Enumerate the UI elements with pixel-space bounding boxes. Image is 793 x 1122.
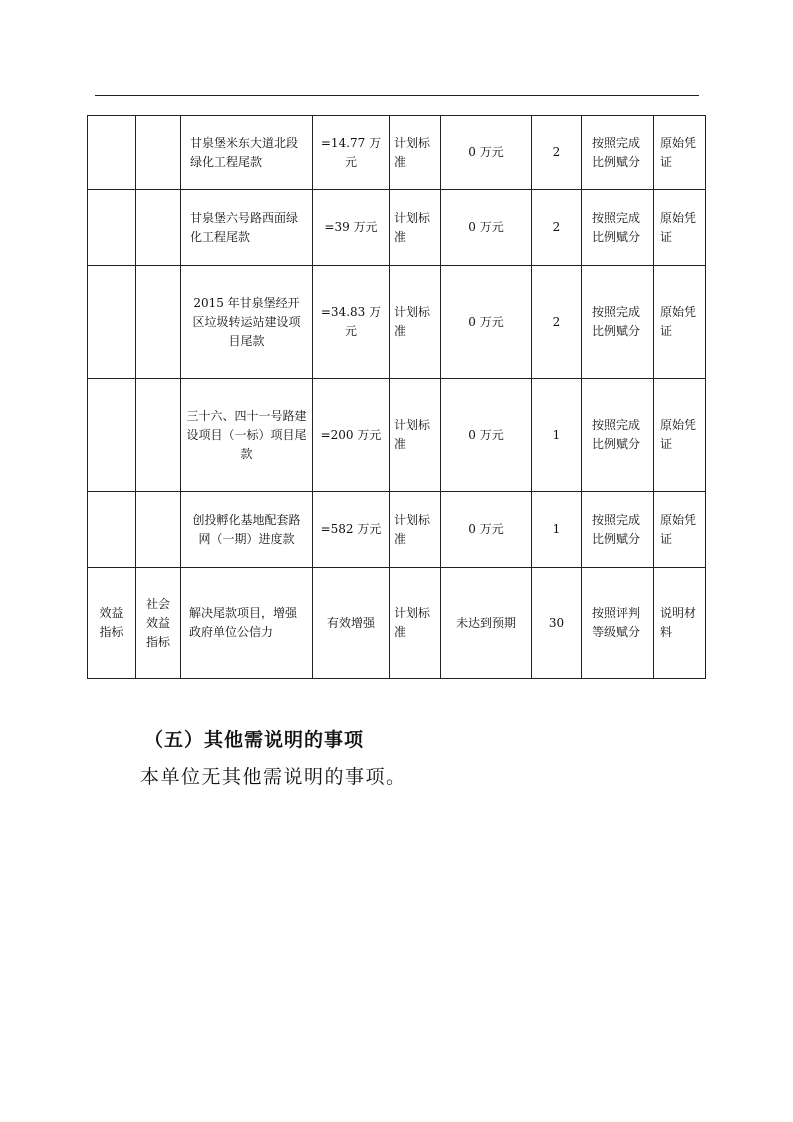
item-cell: 创投孵化基地配套路网（一期）进度款: [181, 492, 313, 568]
score-cell: 2: [532, 266, 582, 379]
table-row: [88, 568, 706, 679]
subcategory-cell: [136, 266, 181, 379]
section-heading: （五）其他需说明的事项: [144, 729, 365, 751]
actual-cell: 0 万元: [441, 190, 532, 266]
method-cell: 按照完成比例赋分: [582, 492, 654, 568]
evidence-cell: 原始凭证: [654, 190, 706, 266]
item-cell: 2015 年甘泉堡经开区垃圾转运站建设项目尾款: [181, 266, 313, 379]
basis-cell: 计划标准: [390, 190, 441, 266]
target-cell: =200 万元: [313, 379, 390, 492]
basis-cell: 计划标准: [390, 116, 441, 190]
basis-cell: 计划标准: [390, 266, 441, 379]
target-cell: 有效增强: [313, 568, 390, 679]
actual-cell: 未达到预期: [441, 568, 532, 679]
table-row: [88, 492, 706, 568]
method-cell: 按照完成比例赋分: [582, 116, 654, 190]
target-cell: =34.83 万元: [313, 266, 390, 379]
category-cell: [88, 266, 136, 379]
actual-cell: 0 万元: [441, 492, 532, 568]
subcategory-cell: [136, 492, 181, 568]
evidence-cell: 说明材料: [654, 568, 706, 679]
table-row: [88, 266, 706, 379]
score-cell: 1: [532, 379, 582, 492]
target-cell: =14.77 万元: [313, 116, 390, 190]
method-cell: 按照完成比例赋分: [582, 379, 654, 492]
evidence-cell: 原始凭证: [654, 116, 706, 190]
item-cell: 甘泉堡米东大道北段绿化工程尾款: [181, 116, 313, 190]
actual-cell: 0 万元: [441, 379, 532, 492]
table-row: [88, 190, 706, 266]
evidence-cell: 原始凭证: [654, 492, 706, 568]
performance-table: [87, 115, 706, 679]
method-cell: 按照完成比例赋分: [582, 190, 654, 266]
score-cell: 1: [532, 492, 582, 568]
item-cell: 解决尾款项目，增强政府单位公信力: [181, 568, 313, 679]
actual-cell: 0 万元: [441, 266, 532, 379]
score-cell: 2: [532, 116, 582, 190]
target-cell: =39 万元: [313, 190, 390, 266]
category-cell: [88, 190, 136, 266]
method-cell: 按照评判等级赋分: [582, 568, 654, 679]
table-row: [88, 116, 706, 190]
category-cell: [88, 492, 136, 568]
header-rule: [95, 95, 699, 96]
item-cell: 甘泉堡六号路西面绿化工程尾款: [181, 190, 313, 266]
subcategory-cell: [136, 190, 181, 266]
evidence-cell: 原始凭证: [654, 266, 706, 379]
category-cell: 效益指标: [88, 568, 136, 679]
category-cell: [88, 379, 136, 492]
subcategory-cell: [136, 379, 181, 492]
section-body: 本单位无其他需说明的事项。: [140, 766, 407, 788]
score-cell: 30: [532, 568, 582, 679]
subcategory-cell: [136, 116, 181, 190]
method-cell: 按照完成比例赋分: [582, 266, 654, 379]
subcategory-cell: 社会效益指标: [136, 568, 181, 679]
basis-cell: 计划标准: [390, 568, 441, 679]
evidence-cell: 原始凭证: [654, 379, 706, 492]
basis-cell: 计划标准: [390, 492, 441, 568]
table-row: [88, 379, 706, 492]
basis-cell: 计划标准: [390, 379, 441, 492]
target-cell: =582 万元: [313, 492, 390, 568]
category-cell: [88, 116, 136, 190]
actual-cell: 0 万元: [441, 116, 532, 190]
item-cell: 三十六、四十一号路建设项目（一标）项目尾款: [181, 379, 313, 492]
score-cell: 2: [532, 190, 582, 266]
